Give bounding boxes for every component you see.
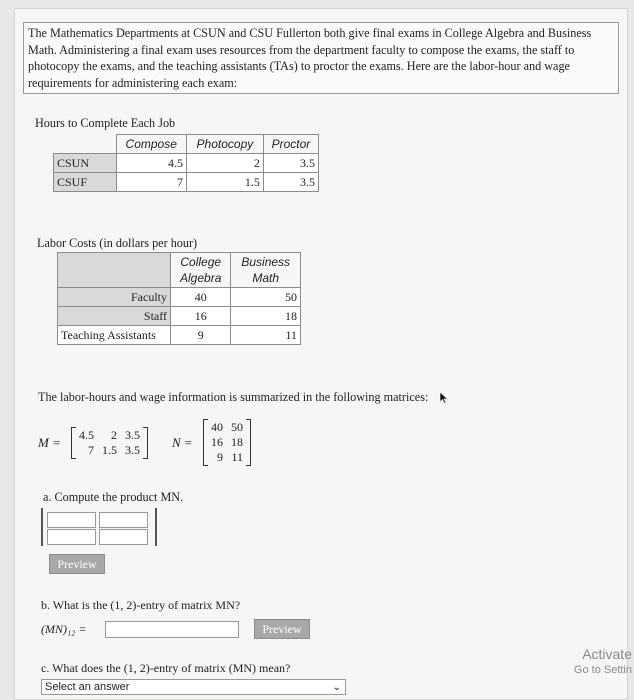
cell: 4.5 bbox=[116, 154, 186, 173]
watermark-line: Activate bbox=[582, 646, 632, 662]
col-compose: Compose bbox=[116, 135, 186, 154]
col-business-math bbox=[231, 253, 301, 288]
row-label: Faculty bbox=[58, 288, 171, 307]
question-page bbox=[14, 8, 628, 700]
matrix-entry: 9 bbox=[217, 450, 223, 464]
mouse-cursor-icon bbox=[439, 392, 449, 404]
hours-table-title: Hours to Complete Each Job bbox=[35, 116, 176, 130]
preview-button-b[interactable]: Preview bbox=[254, 619, 310, 639]
cell: 50 bbox=[231, 288, 301, 307]
cell: 7 bbox=[116, 173, 186, 192]
cell: 1.5 bbox=[186, 173, 263, 192]
col-college-algebra bbox=[171, 253, 231, 288]
chevron-down-icon: ⌄ bbox=[332, 682, 341, 693]
matrix-entry: 2 bbox=[111, 428, 117, 442]
cell: 16 bbox=[171, 307, 231, 326]
col-photocopy: Photocopy bbox=[186, 135, 263, 154]
row-label: Teaching Assistants bbox=[58, 326, 171, 345]
answer-cell-2-2[interactable] bbox=[99, 529, 148, 545]
preview-button-a[interactable]: Preview bbox=[49, 554, 105, 574]
col-proctor: Proctor bbox=[263, 135, 318, 154]
part-a-question: a. Compute the product MN. bbox=[43, 490, 184, 504]
labor-table bbox=[57, 252, 301, 345]
part-c-question: c. What does the (1, 2)-entry of matrix (MN) mean? bbox=[41, 661, 291, 675]
header-line: College bbox=[180, 255, 222, 269]
mn12-input[interactable] bbox=[105, 621, 239, 638]
part-b-label: (MN)₁₂ = bbox=[41, 622, 87, 636]
matrix-entry: 11 bbox=[231, 450, 243, 464]
cell: 3.5 bbox=[263, 173, 318, 192]
cell: 2 bbox=[186, 154, 263, 173]
row-label: CSUN bbox=[54, 154, 117, 173]
row-label: CSUF bbox=[54, 173, 117, 192]
cell: 40 bbox=[171, 288, 231, 307]
select-value: Select an answer bbox=[45, 681, 130, 693]
header-line: Algebra bbox=[180, 271, 222, 285]
matrix-entry: 4.5 bbox=[79, 428, 94, 442]
table-row bbox=[58, 326, 301, 345]
matrix-entry: 50 bbox=[231, 420, 243, 434]
table-row bbox=[58, 288, 301, 307]
watermark-line: Go to Settin bbox=[573, 664, 632, 676]
activation-watermark bbox=[574, 646, 632, 678]
labor-table-title: Labor Costs (in dollars per hour) bbox=[37, 236, 198, 250]
answer-matrix bbox=[41, 508, 157, 546]
cell: 18 bbox=[231, 307, 301, 326]
matrix-n bbox=[203, 419, 251, 466]
answer-cell-2-1[interactable] bbox=[47, 529, 96, 545]
intro-text: The Mathematics Departments at CSUN and CSU Fullerton both give final exams in College Algebra and Business Math. Administering a final exam uses resources from the department faculty to compose the exams, the staff to photocopy the exams, and the teaching assistants (TAs) to proctor the exams. Here are the labor-hour and wage requirements for administering each exam: bbox=[23, 22, 619, 94]
matrix-entry: 1.5 bbox=[102, 443, 117, 457]
header-line: Business bbox=[241, 255, 291, 269]
cell: 11 bbox=[231, 326, 301, 345]
header-line: Math bbox=[252, 271, 280, 285]
part-b-question: b. What is the (1, 2)-entry of matrix MN? bbox=[41, 598, 241, 612]
matrix-entry: 3.5 bbox=[125, 443, 140, 457]
answer-cell-1-1[interactable] bbox=[47, 512, 96, 528]
matrix-m bbox=[71, 427, 148, 459]
hours-table bbox=[53, 134, 319, 192]
matrix-entry: 40 bbox=[211, 420, 223, 434]
table-row bbox=[58, 307, 301, 326]
matrix-entry: 16 bbox=[211, 435, 223, 449]
table-row bbox=[54, 154, 319, 173]
table-row bbox=[54, 173, 319, 192]
summary-text: The labor-hours and wage information is summarized in the following matrices: bbox=[38, 390, 429, 404]
matrix-m-label: M = bbox=[38, 435, 61, 450]
matrix-entry: 18 bbox=[231, 435, 243, 449]
matrix-entry: 3.5 bbox=[125, 428, 140, 442]
matrix-entry: 7 bbox=[88, 443, 94, 457]
answer-cell-1-2[interactable] bbox=[99, 512, 148, 528]
row-label: Staff bbox=[58, 307, 171, 326]
cell: 9 bbox=[171, 326, 231, 345]
cell: 3.5 bbox=[263, 154, 318, 173]
answer-select[interactable] bbox=[41, 679, 346, 695]
matrix-n-label: N = bbox=[172, 435, 193, 450]
